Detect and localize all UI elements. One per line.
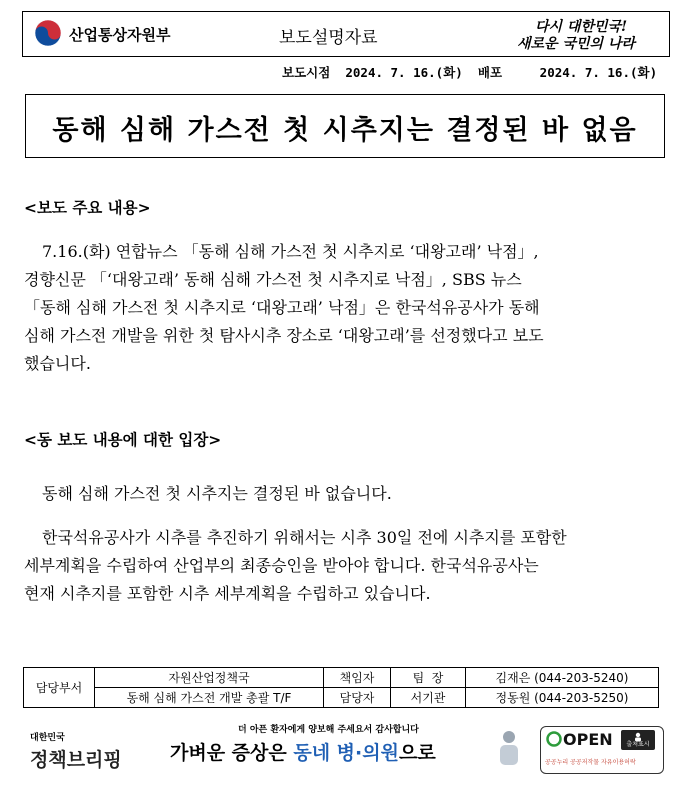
staff-name: 정동원 (044-203-5250) <box>466 688 659 708</box>
open-circle-icon <box>546 731 562 747</box>
distribution-label: 배포 <box>477 65 503 80</box>
staff-title: 서기관 <box>391 688 466 708</box>
distribution-date: 2024. 7. 16.(화) <box>539 65 658 80</box>
dept-label: 담당부서 <box>24 668 95 708</box>
title-box <box>25 94 665 158</box>
ministry-logo <box>33 18 193 50</box>
position-statement: 동해 심해 가스전 첫 시추지는 결정된 바 없습니다. <box>42 484 392 503</box>
taeguk-icon <box>33 18 63 48</box>
report-label: 보도시점 <box>282 65 331 80</box>
body-line: 심해 가스전 개발을 위한 첫 탐사시추 장소로 ‘대왕고래’를 선정했다고 보도 <box>24 326 544 345</box>
staff-label: 담당자 <box>324 688 391 708</box>
contact-table <box>23 667 659 708</box>
kogl-small-text: 공공누리 공공저작물 자유이용허락 <box>545 759 636 766</box>
page-title: 동해 심해 가스전 첫 시추지는 결정된 바 없음 <box>52 115 638 146</box>
banner-small: 더 아픈 환자에게 양보해 주세요서 감사합니다 <box>238 725 419 735</box>
dept-line-1: 자원산업정책국 <box>95 668 324 688</box>
body-line: 했습니다. <box>24 354 91 373</box>
section-body-main <box>24 238 666 378</box>
report-date: 2024. 7. 16.(화) <box>345 65 463 80</box>
open-label: OPEN <box>563 730 613 749</box>
banner-text-b: 동네 병·의원 <box>293 742 399 764</box>
body-line: 세부계획을 수립하여 산업부의 최종승인을 받아야 합니다. 한국석유공사는 <box>24 556 539 575</box>
person-icon <box>633 732 643 742</box>
slogan <box>513 16 663 52</box>
dept-line-2: 동해 심해 가스전 개발 총괄 T/F <box>95 688 324 708</box>
header-box <box>22 11 670 57</box>
banner-main <box>170 738 436 765</box>
banner-text-a: 가벼운 증상은 <box>170 742 294 764</box>
body-line: 경향신문 「‘대왕고래’ 동해 심해 가스전 첫 시추지로 낙점」, SBS 뉴스 <box>24 270 522 289</box>
section-heading-main: <보도 주요 내용> <box>24 199 151 217</box>
section-heading-position: <동 보도 내용에 대한 입장> <box>24 431 222 449</box>
patient-figure-icon <box>494 728 524 768</box>
resp-label: 책임자 <box>324 668 391 688</box>
attribution-badge: 출처표시 <box>621 730 655 750</box>
banner-text-c: 으로 <box>398 742 436 764</box>
resp-title: 팀 장 <box>391 668 466 688</box>
policy-briefing-logo <box>30 730 122 772</box>
body-line: 한국석유공사가 시추를 추진하기 위해서는 시추 30일 전에 시추지를 포함한 <box>42 528 567 547</box>
kogl-open-badge <box>540 726 664 774</box>
release-dates <box>282 63 657 81</box>
body-line: 7.16.(화) 연합뉴스 「동해 심해 가스전 첫 시추지로 ‘대왕고래’ 낙점」, <box>42 242 539 261</box>
footer-logos <box>0 718 690 788</box>
brand-small: 대한민국 <box>30 733 65 743</box>
campaign-banner <box>170 720 526 776</box>
document-type: 보도설명자료 <box>279 28 378 48</box>
resp-name: 김재은 (044-203-5240) <box>466 668 659 688</box>
slogan-line-1: 다시 대한민국! <box>535 19 628 35</box>
slogan-line-2: 새로운 국민의 나라 <box>517 36 635 52</box>
ministry-name: 산업통상자원부 <box>69 26 171 44</box>
brand-name: 정책브리핑 <box>30 749 122 771</box>
body-line: 현재 시추지를 포함한 시추 세부계획을 수립하고 있습니다. <box>24 584 431 603</box>
section-body-position <box>24 524 666 608</box>
body-line: 「동해 심해 가스전 첫 시추지로 ‘대왕고래’ 낙점」은 한국석유공사가 동해 <box>24 298 540 317</box>
